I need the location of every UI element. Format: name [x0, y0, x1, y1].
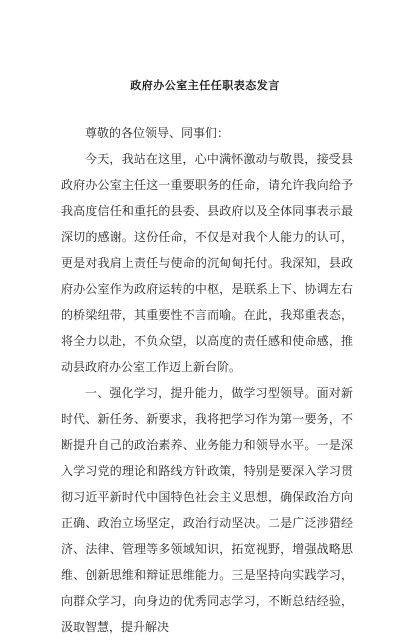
paragraph-section-one: 一、强化学习，提升能力，做学习型领导。面对新时代、新任务、新要求，我将把学习作为第一要务，不断提升自己的政治素养、业务能力和领导水平。一是深入学习党的理论和路线方针政策，特别是要深入学习贯彻习近平新时代中国特色社会主义思想，确保政治方向正确、政治立场坚定，政治行动坚决。二是广泛涉猎经济、法律、管理等多领域知识，拓宽视野，增强战略思维、创新思维和辩证思维能力。三是坚持向实践学习，向群众学习，向身边的优秀同志学习，不断总结经验，汲取智慧，提升解决: [61, 386, 353, 634]
document-title: 政府办公室主任任职表态发言: [130, 79, 280, 92]
document-body: [61, 120, 353, 640]
salutation: 尊敬的各位领导、同事们：: [85, 126, 230, 140]
paragraph-opening: 今天，我站在这里，心中满怀激动与敬畏，接受县政府办公室主任这一重要职务的任命，请允许我向给予我高度信任和重托的县委、县政府以及全体同事表示最深切的感谢。这份任命，不仅是对我个人能力的认可，更是对我肩上责任与使命的沉甸甸托付。我深知，县政府办公室作为政府运转的中枢，是联系上下、协调左右的桥梁纽带，其重要性不言而喻。在此，我郑重表态，将全力以赴，不负众望，以高度的责任感和使命感，推动县政府办公室工作迈上新台阶。: [61, 152, 353, 374]
